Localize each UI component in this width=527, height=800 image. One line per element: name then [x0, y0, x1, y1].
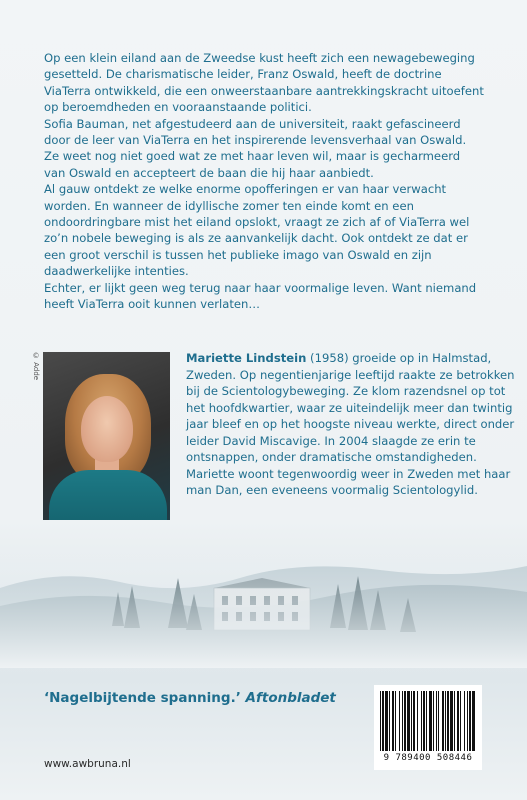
blurb-paragraph: Echter, er lijkt geen weg terug naar haar voormalige leven. Want niemand heeft ViaTerra ooit kunnen verlaten… — [44, 280, 477, 312]
barcode-bar — [467, 691, 468, 751]
barcode-bar — [421, 691, 422, 751]
review-quote — [44, 690, 374, 706]
blurb-paragraph: Al gauw ontdekt ze welke enorme opofferingen er van haar verwacht worden. En wanneer de idyllische zomer ten einde komt en een ondoordringbare mist het eiland opslokt, vraagt ze zich af of ViaTerra wel zo’n nobele beweging is als ze aanvankelijk dacht. Ook ontdekt ze dat er een groot verschil is tussen het publieke imago van Oswald en zijn daadwerkelijke intenties. — [44, 182, 470, 279]
isbn-barcode — [374, 685, 482, 770]
blurb-paragraph: Sofia Bauman, net afgestudeerd aan de universiteit, raakt gefascineerd door de leer van ViaTerra en het inspirerende levensverhaal van Oswald. Ze weet nog niet goed wat ze met haar leven wil, maar is gecharmeerd van Oswald en accepteert de baan die hij haar aanbiedt. — [44, 116, 467, 180]
barcode-bar — [450, 691, 453, 751]
barcode-bar — [472, 691, 475, 751]
review-quote-source: Aftonbladet — [245, 690, 336, 706]
barcode-bar — [426, 691, 427, 751]
barcode-bar — [385, 691, 388, 751]
barcode-bar — [438, 691, 439, 751]
author-bio — [186, 350, 516, 499]
blurb-text — [44, 50, 484, 313]
barcode-bar — [442, 691, 444, 751]
barcode-bar — [447, 691, 449, 751]
barcode-bar — [395, 691, 396, 751]
barcode-bar — [436, 691, 437, 751]
barcode-bar — [402, 691, 403, 751]
barcode-bar — [392, 691, 394, 751]
isbn-digits: 9 789400 508446 — [383, 753, 473, 763]
barcode-bar — [469, 691, 471, 751]
barcode-bar — [457, 691, 459, 751]
author-photo — [43, 352, 170, 520]
misty-landscape-illustration — [0, 548, 527, 668]
barcode-bar — [382, 691, 384, 751]
review-quote-text: ‘Nagelbijtende spanning.’ — [44, 690, 241, 706]
barcode-bar — [423, 691, 425, 751]
barcode-bars — [374, 685, 482, 753]
barcode-bar — [389, 691, 390, 751]
barcode-bar — [399, 691, 400, 751]
barcode-bar — [464, 691, 465, 751]
barcode-bar — [404, 691, 406, 751]
blurb-paragraph: Op een klein eiland aan de Zweedse kust heeft zich een newagebeweging gesetteld. De charismatische leider, Franz Oswald, heeft de doctrine ViaTerra ontwikkeld, die een onweerstaanbare aantrekkingskracht uitoefent op beroemdheden en vooraanstaande politici. — [44, 51, 484, 115]
author-name: Mariette Lindstein — [186, 351, 307, 365]
author-bio-text: (1958) groeide op in Halmstad, Zweden. Op negentienjarige leeftijd raakte ze betrokken bij de Scientologybeweging. Ze klom razendsnel op tot het hoofdkwartier, waar ze uiteindelijk meer dan twintig jaar bleef en op het hoogste niveau werkte, direct onder leider David Miscavige. In 2004 slaagde ze erin te ontsnappen, onder dramatische omstandigheden. Mariette woont tegenwoordig weer in Zweden met haar man Dan, een eveneens voormalig Scientologylid. — [186, 351, 515, 497]
author-photo-shirt — [49, 470, 167, 520]
author-photo-face — [81, 396, 133, 462]
barcode-bar — [417, 691, 418, 751]
barcode-bar — [413, 691, 415, 751]
barcode-bar — [429, 691, 432, 751]
barcode-bar — [454, 691, 455, 751]
barcode-bar — [407, 691, 410, 751]
barcode-bar — [445, 691, 446, 751]
barcode-bar — [380, 691, 381, 751]
barcode-bar — [433, 691, 434, 751]
barcode-bar — [460, 691, 461, 751]
photo-credit: © Adde — [32, 352, 40, 381]
barcode-bar — [411, 691, 412, 751]
publisher-url[interactable]: www.awbruna.nl — [44, 758, 131, 770]
